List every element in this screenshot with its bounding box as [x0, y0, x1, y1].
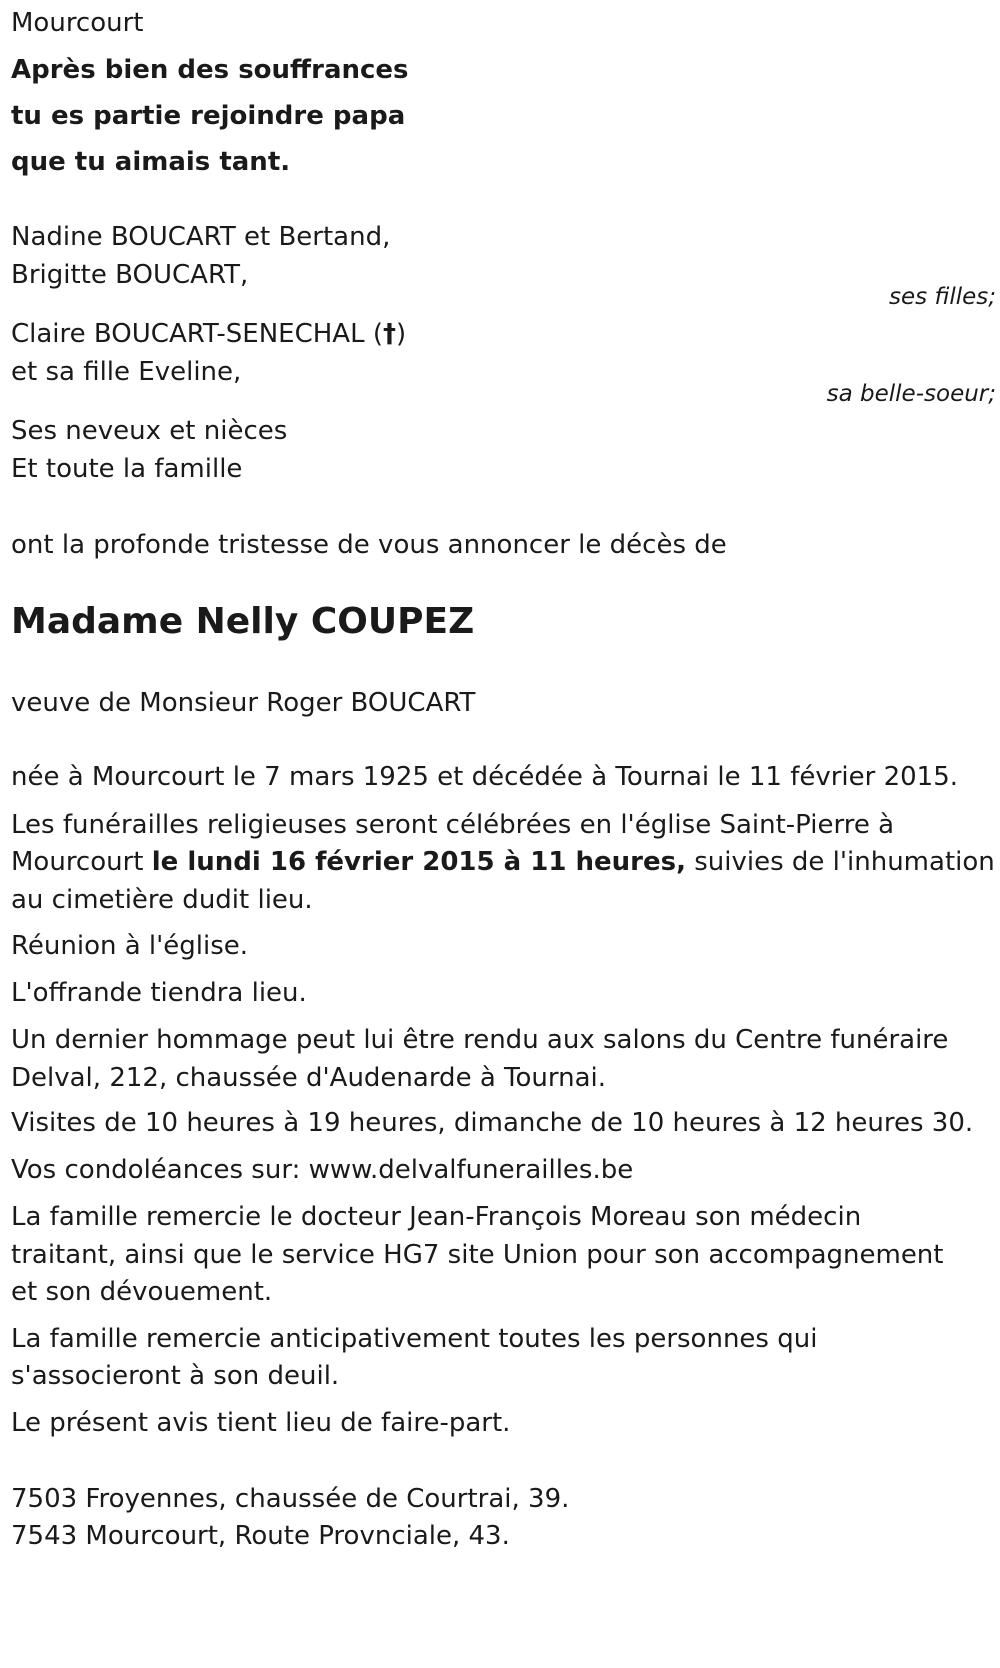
- sister-in-law-line-2: et sa fille Eveline,: [11, 357, 242, 387]
- daughters-role: ses filles;: [889, 284, 996, 310]
- sister-in-law-close: ): [395, 319, 407, 349]
- daughter-2: Brigitte BOUCART,: [11, 260, 249, 290]
- sister-in-law-name: Claire BOUCART-SENECHAL (: [11, 319, 383, 349]
- cross-icon: †: [382, 319, 396, 349]
- whole-family: Et toute la famille: [11, 454, 243, 484]
- funeral-burial: suivies de l'inhumation: [685, 847, 995, 877]
- deceased-name: Madame Nelly COUPEZ: [11, 601, 475, 642]
- address-2: 7543 Mourcourt, Route Provnciale, 43.: [11, 1521, 510, 1551]
- daughter-1: Nadine BOUCART et Bertand,: [11, 222, 391, 252]
- funeral-line-1: Les funérailles religieuses seront célébrées en l'église Saint-Pierre à: [11, 810, 895, 840]
- thanks-doctor-line-1: La famille remercie le docteur Jean-François Moreau son médecin: [11, 1202, 862, 1232]
- thanks-doctor-line-2: traitant, ainsi que le service HG7 site Union pour son accompagnement: [11, 1240, 944, 1270]
- tribute-line-1: Un dernier hommage peut lui être rendu aux salons du Centre funéraire: [11, 1025, 949, 1055]
- funeral-date: le lundi 16 février 2015 à 11 heures,: [151, 847, 686, 877]
- birth-death-text: née à Mourcourt le 7 mars 1925 et décédée à Tournai le 11 février 2015.: [11, 762, 959, 792]
- notice-text: Le présent avis tient lieu de faire-part.: [11, 1408, 511, 1438]
- condolences-text: Vos condoléances sur: www.delvalfunerailles.be: [11, 1155, 634, 1185]
- tribute-line-2: Delval, 212, chaussée d'Audenarde à Tournai.: [11, 1063, 607, 1093]
- address-1: 7503 Froyennes, chaussée de Courtrai, 39.: [11, 1484, 570, 1514]
- funeral-place: Mourcourt: [11, 847, 152, 877]
- sister-in-law-line-1: [11, 319, 406, 350]
- verse-line-2: tu es partie rejoindre papa: [11, 101, 406, 131]
- place-heading: Mourcourt: [11, 8, 144, 38]
- offering-text: L'offrande tiendra lieu.: [11, 978, 307, 1008]
- thanks-all-line-2: s'associeront à son deuil.: [11, 1361, 340, 1391]
- funeral-line-2: [11, 847, 995, 878]
- meeting-text: Réunion à l'église.: [11, 931, 249, 961]
- announcement-text: ont la profonde tristesse de vous annoncer le décès de: [11, 530, 727, 560]
- nephews-nieces: Ses neveux et nièces: [11, 416, 288, 446]
- thanks-doctor-line-3: et son dévouement.: [11, 1277, 273, 1307]
- spouse-text: veuve de Monsieur Roger BOUCART: [11, 688, 476, 718]
- thanks-all-line-1: La famille remercie anticipativement toutes les personnes qui: [11, 1324, 818, 1354]
- verse-line-1: Après bien des souffrances: [11, 55, 409, 85]
- funeral-line-3: au cimetière dudit lieu.: [11, 885, 313, 915]
- sister-in-law-role: sa belle-soeur;: [826, 381, 996, 407]
- verse-line-3: que tu aimais tant.: [11, 147, 291, 177]
- visits-text: Visites de 10 heures à 19 heures, dimanche de 10 heures à 12 heures 30.: [11, 1108, 974, 1138]
